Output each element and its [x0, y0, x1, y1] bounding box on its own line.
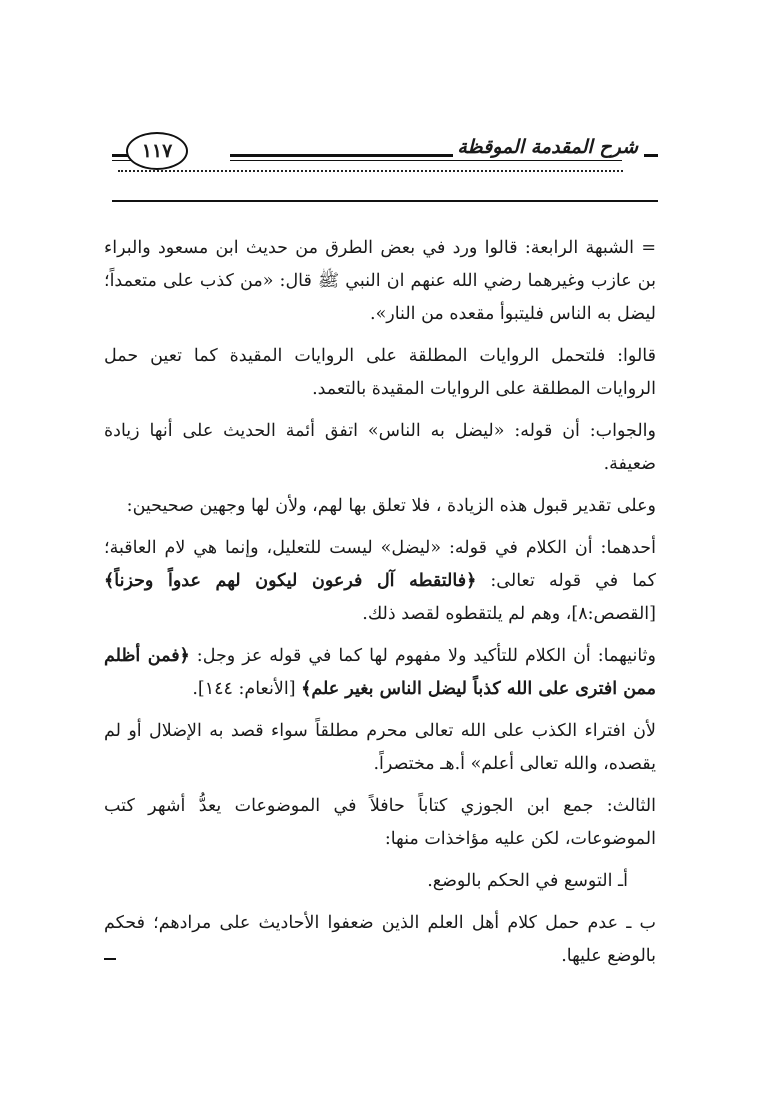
verse-reference: [الأنعام: ١٤٤].	[192, 679, 302, 699]
paragraph: قالوا: فلتحمل الروايات المطلقة على الروايات المقيدة كما تعين حمل الروايات المطلقة على الروايات المقيدة بالتعمد.	[104, 346, 656, 399]
page-number: ١١٧	[126, 132, 188, 170]
paragraph: والجواب: أن قوله: «ليضل به الناس» اتفق أئمة الحديث على أنها زيادة ضعيفة.	[104, 421, 656, 474]
page-body	[104, 232, 656, 982]
paragraph: وعلى تقدير قبول هذه الزيادة ، فلا تعلق بها لهم، ولأن لها وجهين صحيحين:	[126, 496, 656, 516]
dotted-separator	[118, 170, 623, 174]
end-mark	[104, 958, 116, 960]
running-title: شرح المقدمة الموقظة	[453, 136, 642, 158]
list-item: أـ التوسع في الحكم بالوضع.	[427, 871, 628, 891]
page-header	[112, 118, 658, 208]
paragraph	[104, 640, 656, 706]
verse-reference: [القصص:٨]، وهم لم يلتقطوه لقصد ذلك.	[362, 604, 656, 624]
paragraph: الثالث: جمع ابن الجوزي كتاباً حافلاً في الموضوعات يعدُّ أشهر كتب الموضوعات، لكن عليه مؤاخذات منها:	[104, 796, 656, 849]
paragraph: = الشبهة الرابعة: قالوا ورد في بعض الطرق من حديث ابن مسعود والبراء بن عازب وغيرهما رضي الله عنهم ان النبي ﷺ قال: «من كذب على متعمداً؛ ليضل به الناس فليتبوأ مقعده من النار».	[104, 238, 656, 324]
paragraph	[104, 532, 656, 631]
quran-verse: ﴿فالتقطه آل فرعون ليكون لهم عدواً وحزناً﴾	[104, 571, 477, 591]
paragraph: لأن افتراء الكذب على الله تعالى محرم مطلقاً سواء قصد به الإضلال أو لم يقصده، والله تعالى أعلم» أ.هـ مختصراً.	[104, 721, 656, 774]
list-item: ب ـ عدم حمل كلام أهل العلم الذين ضعفوا الأحاديث على مرادهم؛ فحكم بالوضع عليها.	[104, 913, 656, 966]
header-bottom-rule	[112, 200, 658, 202]
header-rule	[230, 160, 622, 161]
paragraph-text: وثانيهما: أن الكلام للتأكيد ولا مفهوم لها كما في قوله عز وجل:	[189, 646, 656, 666]
header-rule	[644, 154, 658, 157]
paragraph-text: أحدهما: أن الكلام في قوله: «ليضل» ليست للتعليل، وإنما هي لام العاقبة؛ كما في قوله تعالى:	[104, 538, 656, 591]
quran-verse: ﴿فمن أظلم ممن افترى على الله كذباً ليضل الناس بغير علم﴾	[104, 646, 656, 699]
